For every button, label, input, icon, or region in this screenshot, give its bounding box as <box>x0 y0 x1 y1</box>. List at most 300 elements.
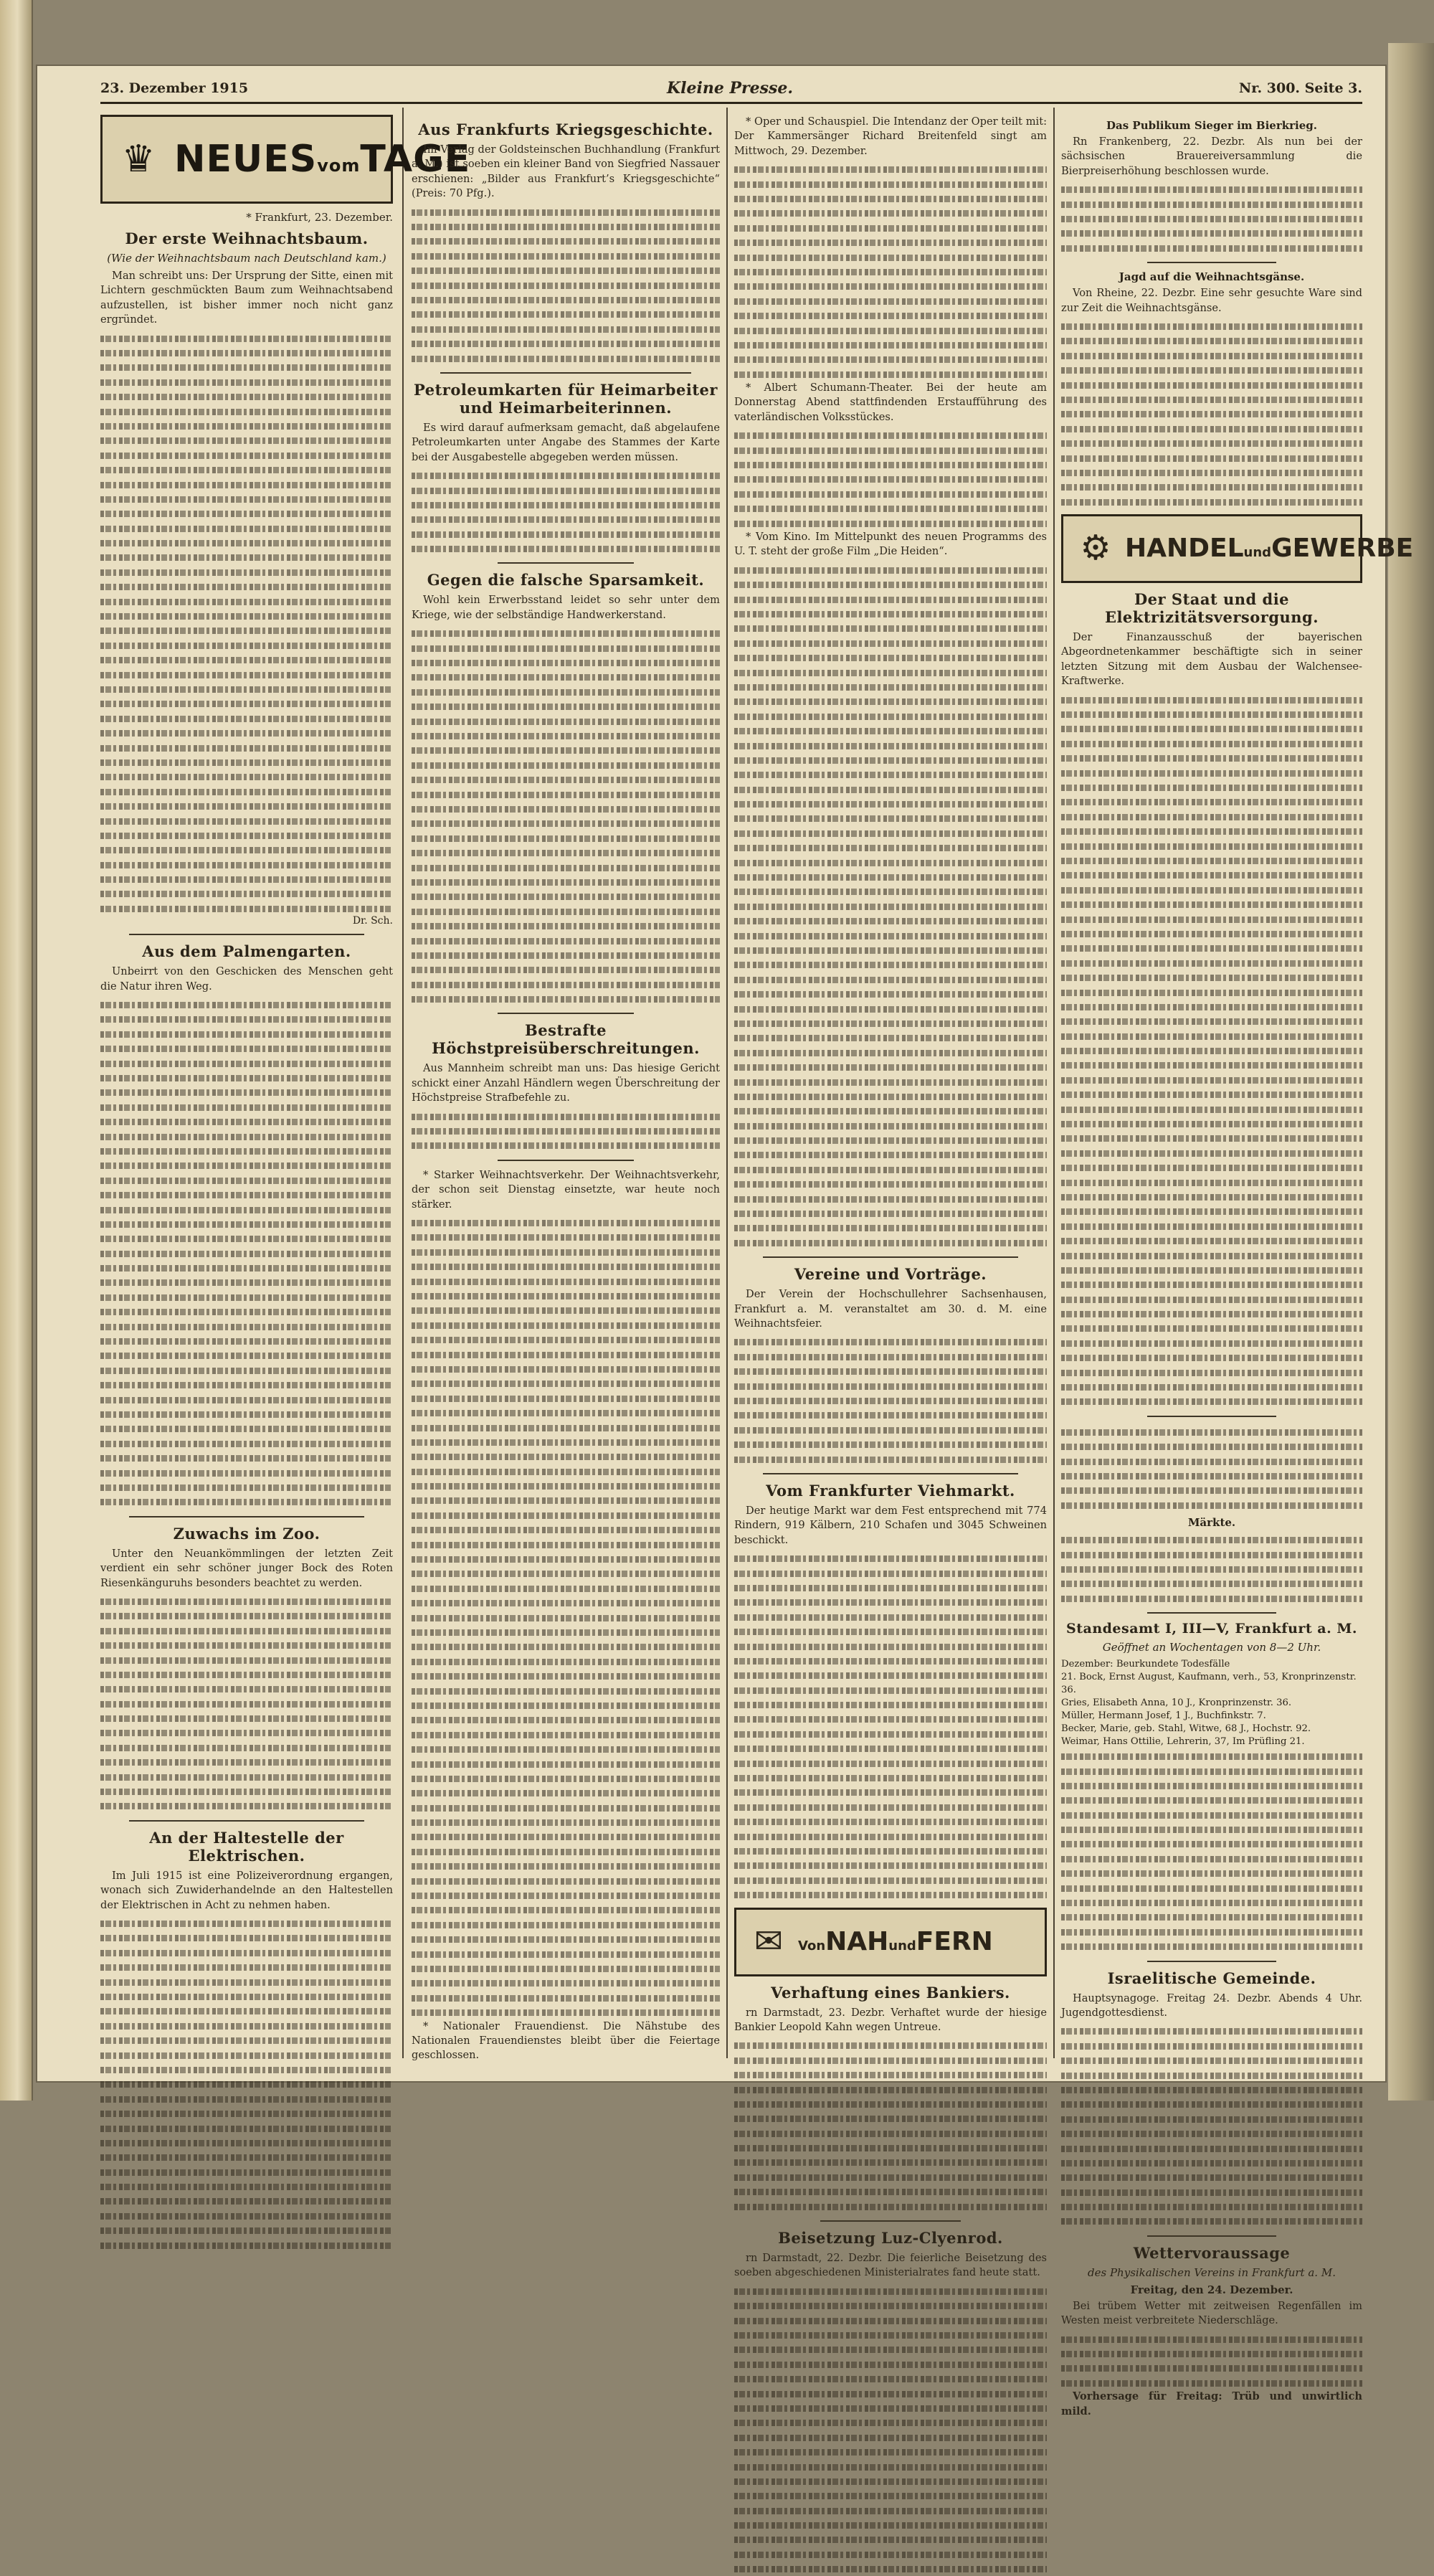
text-line <box>1061 1851 1362 1865</box>
text-line <box>734 2052 1047 2067</box>
text-line <box>412 1507 720 1522</box>
text-line <box>412 1581 720 1595</box>
text-line <box>412 262 720 277</box>
column-4 <box>1061 115 1414 2418</box>
article-title: Das Publikum Sieger im Bierkrieg. <box>1106 119 1317 132</box>
text-line <box>734 796 1047 810</box>
text-line <box>1061 1909 1362 1923</box>
text-line <box>100 1173 393 1187</box>
article-separator <box>440 372 691 374</box>
text-line <box>734 1378 1047 1393</box>
text-line <box>734 1334 1047 1348</box>
text-line <box>100 2121 393 2135</box>
text-line <box>412 1123 720 1137</box>
text-line <box>734 457 1047 471</box>
text-line <box>1061 1145 1362 1160</box>
article-title: Jagd auf die Weihnachtsgänse. <box>1119 270 1305 284</box>
text-line <box>100 1974 393 1989</box>
text-line <box>412 1697 720 1712</box>
text-line <box>1061 955 1362 970</box>
text-line <box>734 1711 1047 1725</box>
article-text: Von Rheine, 22. Dezbr. Eine sehr gesuchte Ware sind zur Zeit die Weihnachtsgänse. <box>1061 287 1362 314</box>
text-line <box>100 997 393 1011</box>
text-line <box>100 2091 393 2106</box>
text-line <box>412 1771 720 1785</box>
text-line <box>734 1162 1047 1176</box>
text-line <box>1061 2184 1362 2199</box>
list-item: Gries, Elisabeth Anna, 10 J., Kronprinzenstr. 36. <box>1061 1697 1292 1709</box>
text-line <box>734 1829 1047 1843</box>
text-line <box>734 351 1047 366</box>
text-line <box>734 913 1047 927</box>
text-line <box>734 1220 1047 1234</box>
text-line <box>734 516 1047 530</box>
text-line <box>412 1785 720 1799</box>
article-text: rn Darmstadt, 22. Dezbr. Die feierliche Beisetzung des soeben abgeschiedenen Ministerialrates fand heute statt. <box>734 2252 1047 2279</box>
text-line <box>734 2357 1047 2371</box>
text-line <box>734 2430 1047 2444</box>
text-line <box>100 404 393 418</box>
text-line <box>734 1407 1047 1421</box>
text-line <box>734 1422 1047 1436</box>
text-line <box>100 477 393 491</box>
text-line <box>734 1059 1047 1074</box>
text-line <box>412 1551 720 1566</box>
text-line <box>412 699 720 713</box>
text-line <box>1061 1203 1362 1218</box>
text-line <box>734 810 1047 825</box>
text-line <box>412 1975 720 1989</box>
text-line <box>100 2032 393 2047</box>
text-line <box>412 2004 720 2019</box>
book-spine <box>0 0 33 2101</box>
text-line <box>412 684 720 699</box>
article-separator <box>129 934 364 935</box>
text-line <box>100 1740 393 1754</box>
text-line <box>734 1015 1047 1030</box>
text-line <box>734 486 1047 501</box>
text-line <box>100 1754 393 1768</box>
text-line <box>100 1304 393 1318</box>
text-line <box>100 725 393 739</box>
text-line <box>1061 721 1362 735</box>
text-line <box>412 1274 720 1288</box>
article-separator <box>498 1013 634 1014</box>
text-line <box>734 2199 1047 2213</box>
text-line <box>734 606 1047 620</box>
text-line <box>100 2149 393 2164</box>
text-line <box>734 427 1047 442</box>
text-line <box>1061 465 1362 479</box>
text-line <box>1061 1365 1362 1379</box>
text-line <box>412 1537 720 1551</box>
text-line <box>100 1421 393 1435</box>
text-line <box>100 842 393 856</box>
text-line <box>100 1930 393 1944</box>
text-line <box>734 942 1047 957</box>
text-line <box>1061 1218 1362 1233</box>
text-line <box>1061 2141 1362 2155</box>
text-line <box>1061 1013 1362 1028</box>
text-line <box>1061 2331 1362 2346</box>
text-line <box>412 1391 720 1405</box>
text-line <box>1061 2126 1362 2140</box>
text-line <box>412 1420 720 1434</box>
list-item: Becker, Marie, geb. Stahl, Witwe, 68 J., Hochstr. 92. <box>1061 1723 1311 1735</box>
text-line <box>734 767 1047 781</box>
text-line <box>1061 1763 1362 1778</box>
text-line <box>1061 2155 1362 2169</box>
text-line <box>1061 1028 1362 1043</box>
text-line <box>412 742 720 757</box>
text-line <box>100 813 393 828</box>
text-line <box>1061 196 1362 211</box>
text-line <box>734 2096 1047 2111</box>
text-line <box>734 1436 1047 1451</box>
text-line <box>734 1887 1047 1901</box>
text-line <box>1061 1043 1362 1057</box>
von-nah-und-fern-masthead <box>734 1908 1047 1976</box>
text-line <box>734 1857 1047 1872</box>
paper-name: Kleine Presse. <box>667 79 794 98</box>
page-label: Seite 3. <box>1304 80 1362 96</box>
weather-forecast: Vorhersage für Freitag: Trüb und unwirtlich mild. <box>1061 2390 1362 2418</box>
article-text: rn Darmstadt, 23. Dezbr. Verhaftet wurde der hiesige Bankier Leopold Kahn wegen Untreue. <box>734 2006 1047 2033</box>
text-line <box>734 1176 1047 1190</box>
text-line <box>734 620 1047 635</box>
text-line <box>734 323 1047 337</box>
article-text: Man schreibt uns: Der Ursprung der Sitte, einen mit Lichtern geschmückten Baum zum Weihnachtsabend aufzustellen, ist bisher immer noch nicht ganz ergründet. <box>100 270 393 326</box>
text-line <box>412 1405 720 1419</box>
text-line <box>412 904 720 918</box>
text-line <box>412 1814 720 1829</box>
text-line <box>100 359 393 374</box>
text-line <box>1061 970 1362 984</box>
text-line <box>412 1229 720 1244</box>
text-line <box>100 345 393 359</box>
text-line <box>734 366 1047 381</box>
text-line <box>734 592 1047 606</box>
text-line <box>100 1696 393 1710</box>
text-line <box>412 1434 720 1449</box>
text-line <box>734 1089 1047 1103</box>
text-line <box>1061 1822 1362 1836</box>
text-line <box>734 635 1047 650</box>
text-line <box>412 845 720 859</box>
text-line <box>734 1191 1047 1206</box>
text-line <box>412 1610 720 1624</box>
text-line <box>734 1566 1047 1580</box>
text-line <box>1061 348 1362 362</box>
text-line <box>1061 1895 1362 1909</box>
text-line <box>412 625 720 640</box>
gear-icon: ⚙ <box>1080 528 1111 569</box>
text-line <box>734 2444 1047 2458</box>
text-line <box>100 579 393 593</box>
list-item: Dezember: Beurkundete Todesfälle <box>1061 1659 1230 1670</box>
text-line <box>100 1246 393 1260</box>
text-line <box>412 640 720 655</box>
text-line <box>734 250 1047 264</box>
text-line <box>412 1712 720 1726</box>
text-line <box>734 1624 1047 1638</box>
text-line <box>100 769 393 783</box>
text-line <box>412 233 720 247</box>
text-line <box>1061 333 1362 347</box>
text-line <box>100 594 393 608</box>
text-line <box>100 1026 393 1041</box>
text-line <box>734 693 1047 708</box>
text-line <box>1061 1379 1362 1393</box>
text-line <box>100 1667 393 1681</box>
text-line <box>734 235 1047 249</box>
article-title: Aus Frankfurts Kriegsgeschichte. <box>418 120 713 138</box>
text-line <box>734 2473 1047 2488</box>
text-line <box>734 1639 1047 1653</box>
text-line <box>100 1289 393 1304</box>
text-line <box>734 665 1047 679</box>
text-line <box>100 1202 393 1216</box>
text-line <box>100 1436 393 1450</box>
text-line <box>734 928 1047 942</box>
article-text: Aus Mannheim schreibt man uns: Das hiesige Gericht schickt einer Anzahl Händlern wegen Überschreitung der Höchstpreise Strafbefehle zu. <box>412 1062 720 1104</box>
article-title: Aus dem Palmengarten. <box>142 942 351 961</box>
text-line <box>1061 1482 1362 1497</box>
text-line <box>1061 1393 1362 1408</box>
text-line <box>734 869 1047 884</box>
weather-day: Freitag, den 24. Dezember. <box>1130 2283 1293 2296</box>
article-text: Hauptsynagoge. Freitag 24. Dezbr. Abends 4 Uhr. Jugendgottesdienst. <box>1061 1992 1362 2019</box>
article-separator <box>129 1516 364 1517</box>
text-line <box>1061 2111 1362 2126</box>
text-line <box>1061 1454 1362 1468</box>
text-line <box>100 1989 393 2003</box>
text-line <box>412 336 720 350</box>
text-line <box>412 1302 720 1317</box>
text-line <box>734 2067 1047 2081</box>
text-line <box>1061 1561 1362 1576</box>
text-line <box>100 2003 393 2017</box>
text-line <box>734 1814 1047 1828</box>
text-line <box>734 1074 1047 1089</box>
section-heading: Vom Frankfurter Viehmarkt. <box>766 1481 1015 1500</box>
text-line <box>100 2135 393 2149</box>
article-title: An der Haltestelle der Elektrischen. <box>149 1828 344 1865</box>
list-item: Weimar, Hans Ottilie, Lehrerin, 37, Im Prüfling 21. <box>1061 1736 1305 1748</box>
text-line <box>412 1917 720 1931</box>
text-line <box>100 2076 393 2090</box>
text-line <box>1061 823 1362 838</box>
text-line <box>1061 406 1362 420</box>
text-line <box>100 886 393 900</box>
text-line <box>1061 692 1362 706</box>
text-line <box>100 711 393 725</box>
text-line <box>1061 1262 1362 1277</box>
text-line <box>1061 1189 1362 1203</box>
text-line <box>734 2532 1047 2546</box>
section-title: HANDELundGEWERBE <box>1125 534 1414 564</box>
text-line <box>734 855 1047 869</box>
text-line <box>734 1363 1047 1378</box>
text-line <box>100 754 393 769</box>
text-line <box>100 432 393 447</box>
eagle-icon: ♛ <box>121 138 156 181</box>
text-line <box>1061 2375 1362 2390</box>
column-divider <box>726 108 728 2058</box>
text-line <box>412 1332 720 1346</box>
text-line <box>1061 896 1362 911</box>
text-line <box>1061 1576 1362 1590</box>
page-number <box>1239 80 1362 96</box>
text-line <box>734 986 1047 1000</box>
article-text: Im Verlag der Goldsteinschen Buchhandlung (Frankfurt a. M.) ist soeben ein kleiner Band von Siegfried Nassauer erschienen: „Bilder aus Frankfurt’s Kriegsgeschichte“ (Preis: 70 Pfg.). <box>412 143 720 200</box>
text-line <box>412 1727 720 1741</box>
text-line <box>1061 809 1362 823</box>
text-line <box>412 204 720 219</box>
text-line <box>1061 1072 1362 1086</box>
text-line <box>734 2400 1047 2415</box>
text-line <box>734 782 1047 796</box>
text-line <box>734 220 1047 235</box>
text-line <box>412 1639 720 1653</box>
text-line <box>734 1206 1047 1220</box>
text-line <box>412 1961 720 1975</box>
text-line <box>412 1375 720 1390</box>
text-line <box>100 374 393 389</box>
text-line <box>734 577 1047 591</box>
article-separator <box>1147 262 1276 263</box>
news-item: * Starker Weihnachtsverkehr. Der Weihnachtsverkehr, der schon seit Dienstag einsetzte, war heute noch stärker. <box>412 1168 720 1211</box>
text-line <box>100 331 393 345</box>
text-line <box>100 1784 393 1798</box>
text-line <box>100 638 393 652</box>
text-line <box>100 2208 393 2222</box>
text-line <box>412 526 720 541</box>
text-line <box>734 972 1047 986</box>
article-title: Zuwachs im Zoo. <box>173 1524 320 1543</box>
text-line <box>1061 1086 1362 1101</box>
text-line <box>412 1654 720 1668</box>
text-line <box>1061 1439 1362 1453</box>
text-line <box>734 1132 1047 1147</box>
text-line <box>412 1873 720 1888</box>
text-line <box>1061 1778 1362 1792</box>
text-line <box>412 947 720 962</box>
text-line <box>412 874 720 889</box>
text-line <box>1061 181 1362 196</box>
text-line <box>734 840 1047 854</box>
text-line <box>734 205 1047 219</box>
section-heading: Israelitische Gemeinde. <box>1107 1969 1316 1987</box>
text-line <box>100 1143 393 1157</box>
text-line <box>1061 450 1362 465</box>
text-line <box>1061 838 1362 853</box>
text-line <box>1061 794 1362 808</box>
text-line <box>1061 1335 1362 1350</box>
text-line <box>1061 1591 1362 1605</box>
article-separator <box>1147 1416 1276 1417</box>
text-line <box>100 418 393 432</box>
text-line <box>100 389 393 403</box>
news-item: * Albert Schumann-Theater. Bei der heute am Donnerstag Abend stattfindenden Erstaufführung des vaterländischen Volksstückes. <box>734 382 1047 423</box>
text-line <box>1061 1836 1362 1850</box>
text-line <box>100 1681 393 1695</box>
section-title: VonNAHundFERN <box>798 1926 993 1956</box>
text-line <box>100 1216 393 1231</box>
text-line <box>100 1494 393 1508</box>
text-line <box>100 1157 393 1172</box>
article-text: Rn Frankenberg, 22. Dezbr. Als nun bei der sächsischen Brauereiversammlung die Bierpreiserhöhung beschlossen wurde. <box>1061 136 1362 177</box>
text-line <box>100 608 393 622</box>
column-divider <box>1053 108 1055 2058</box>
article-title: Bestrafte Höchstpreisüberschreitungen. <box>432 1021 700 1058</box>
text-line <box>1061 2068 1362 2082</box>
text-line <box>734 1393 1047 1407</box>
text-line <box>100 1187 393 1201</box>
section-title: NEUESvomTAGE <box>174 138 471 181</box>
text-line <box>734 1697 1047 1711</box>
text-line <box>1061 1292 1362 1306</box>
text-line <box>100 1260 393 1274</box>
text-line <box>412 1902 720 1916</box>
text-line <box>100 1011 393 1026</box>
text-line <box>100 828 393 842</box>
text-line <box>734 2547 1047 2561</box>
text-line <box>1061 318 1362 333</box>
handel-und-gewerbe-masthead <box>1061 514 1414 583</box>
text-line <box>1061 1350 1362 1364</box>
article-text: Wohl kein Erwerbsstand leidet so sehr unter dem Kriege, wie der selbständige Handwerkerstand. <box>412 594 720 621</box>
text-line <box>412 1858 720 1872</box>
text-line <box>100 1348 393 1362</box>
text-line <box>734 2341 1047 2356</box>
text-line <box>1061 1468 1362 1482</box>
text-line <box>734 899 1047 913</box>
text-line <box>100 521 393 535</box>
text-line <box>100 740 393 754</box>
text-line <box>100 2062 393 2076</box>
article-separator <box>1147 2235 1276 2237</box>
text-line <box>100 564 393 579</box>
text-line <box>734 679 1047 693</box>
issue-date: 23. Dezember 1915 <box>100 80 249 96</box>
page-stack-edge <box>1388 43 1434 2101</box>
text-line <box>412 1668 720 1682</box>
text-line <box>734 278 1047 293</box>
text-line <box>412 1449 720 1463</box>
text-line <box>734 1550 1047 1565</box>
text-line <box>734 1682 1047 1697</box>
text-line <box>100 2193 393 2207</box>
text-line <box>100 1114 393 1128</box>
dateline: * Frankfurt, 23. Dezember. <box>246 211 393 224</box>
text-line <box>734 471 1047 486</box>
text-line <box>100 1710 393 1725</box>
text-line <box>100 667 393 681</box>
text-line <box>734 2313 1047 2327</box>
text-line <box>734 442 1047 457</box>
text-line <box>100 1637 393 1652</box>
article-title: Der Staat und die Elektrizitätsversorgung. <box>1104 590 1319 627</box>
text-line <box>1061 882 1362 896</box>
article-text: Der Finanzausschuß der bayerischen Abgeordnetenkammer beschäftigte sich in seiner letzten Sitzung mit dem Ausbau der Walchensee-Kraftwerke. <box>1061 631 1362 688</box>
text-line <box>412 1347 720 1361</box>
text-line <box>734 709 1047 723</box>
text-line <box>1061 1320 1362 1335</box>
text-line <box>1061 2023 1362 2037</box>
text-line <box>734 2169 1047 2184</box>
news-item: * Oper und Schauspiel. Die Intendanz der Oper teilt mit: Der Kammersänger Richard Breitenfeld singt am Mittwoch, 29. Dezember. <box>734 115 1047 157</box>
